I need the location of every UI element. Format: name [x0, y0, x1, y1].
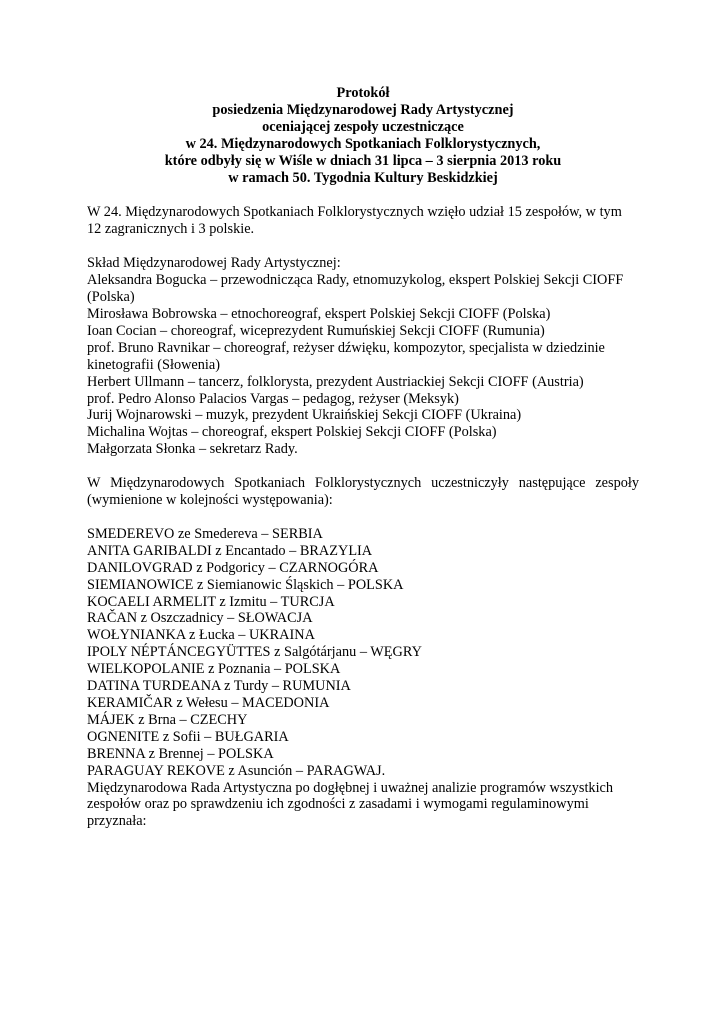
document-page	[87, 85, 639, 847]
heading-line: oceniającej zespoły uczestniczące	[262, 118, 464, 135]
document-heading	[87, 85, 639, 186]
council-member: Małgorzata Słonka – sekretarz Rady.	[87, 441, 298, 458]
closing-line: Międzynarodowa Rada Artystyczna po dogłębnej i uważnej analizie programów wszystkich	[87, 779, 614, 796]
ensemble-item: IPOLY NÉPTÁNCEGYÜTTES z Salgótárjanu – WĘGRY	[87, 644, 422, 661]
ensemble-item: KOCAELI ARMELIT z Izmitu – TURCJA	[87, 593, 335, 610]
ensemble-item: RAČAN z Oszczadnicy – SŁOWACJA	[87, 610, 313, 627]
heading-line: posiedzenia Międzynarodowej Rady Artystycznej	[212, 101, 514, 118]
council-member: prof. Bruno Ravnikar – choreograf, reżyser dźwięku, kompozytor, specjalista w dziedzinie kinetografii (Słowenia)	[87, 339, 605, 373]
heading-line: w 24. Międzynarodowych Spotkaniach Folklorystycznych,	[185, 135, 541, 152]
ensemble-item: SMEDEREVO ze Smedereva – SERBIA	[87, 525, 323, 542]
council-member: prof. Pedro Alonso Palacios Vargas – pedagog, reżyser (Meksyk)	[87, 390, 459, 407]
ensemble-item: ANITA GARIBALDI z Encantado – BRAZYLIA	[87, 542, 373, 559]
council-title: Skład Międzynarodowej Rady Artystycznej:	[87, 255, 341, 272]
council-section	[87, 255, 639, 458]
intro-paragraph: W 24. Międzynarodowych Spotkaniach Folklorystycznych wzięło udział 15 zespołów, w tym 12 zagranicznych i 3 polskie.	[87, 204, 622, 238]
council-member: Aleksandra Bogucka – przewodnicząca Rady, etnomuzykolog, ekspert Polskiej Sekcji CIOFF (Polska)	[87, 272, 624, 306]
council-member: Ioan Cocian – choreograf, wiceprezydent Rumuńskiej Sekcji CIOFF (Rumunia)	[87, 322, 545, 339]
ensemble-item: SIEMIANOWICE z Siemianowic Śląskich – POLSKA	[87, 576, 404, 593]
heading-line: które odbyły się w Wiśle w dniach 31 lipca – 3 sierpnia 2013 roku	[164, 152, 562, 169]
ensembles-intro: W Międzynarodowych Spotkaniach Folklorystycznych uczestniczyły następujące zespoły (wymienione w kolejności występowania):	[87, 475, 639, 509]
council-member-list	[87, 272, 639, 458]
council-member: Herbert Ullmann – tancerz, folklorysta, prezydent Austriackiej Sekcji CIOFF (Austria)	[87, 373, 584, 390]
ensemble-item: WIELKOPOLANIE z Poznania – POLSKA	[87, 661, 341, 678]
closing-paragraph	[87, 780, 639, 831]
ensemble-item: MÁJEK z Brna – CZECHY	[87, 711, 248, 728]
ensemble-list	[87, 526, 639, 780]
council-member: Mirosława Bobrowska – etnochoreograf, ekspert Polskiej Sekcji CIOFF (Polska)	[87, 305, 551, 322]
ensemble-item: OGNENITE z Sofii – BUŁGARIA	[87, 728, 289, 745]
closing-line: zespołów oraz po sprawdzeniu ich zgodności z zasadami i wymogami regulaminowymi	[87, 796, 589, 813]
ensemble-item: WOŁYNIANKA z Łucka – UKRAINA	[87, 627, 315, 644]
council-member: Jurij Wojnarowski – muzyk, prezydent Ukraińskiej Sekcji CIOFF (Ukraina)	[87, 407, 522, 424]
ensemble-item: DANILOVGRAD z Podgoricy – CZARNOGÓRA	[87, 559, 379, 576]
ensemble-item: PARAGUAY REKOVE z Asunción – PARAGWAJ.	[87, 762, 386, 779]
heading-title: Protokół	[336, 85, 390, 101]
ensemble-item: KERAMIČAR z Wełesu – MACEDONIA	[87, 695, 330, 711]
closing-line: przyznała:	[87, 813, 147, 830]
council-member: Michalina Wojtas – choreograf, ekspert Polskiej Sekcji CIOFF (Polska)	[87, 424, 497, 441]
heading-line: w ramach 50. Tygodnia Kultury Beskidzkiej	[228, 169, 498, 186]
ensemble-item: BRENNA z Brennej – POLSKA	[87, 745, 274, 762]
ensemble-item: DATINA TURDEANA z Turdy – RUMUNIA	[87, 678, 351, 695]
